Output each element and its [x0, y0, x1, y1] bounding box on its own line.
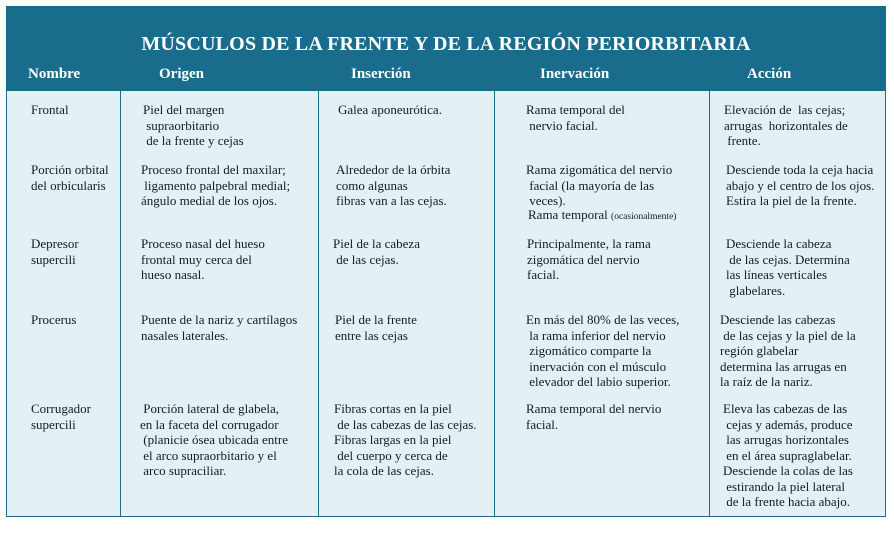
column-divider	[318, 91, 319, 516]
cell-origen: Porción lateral de glabela, en la faceta del corrugador (planicie ósea ubicada entre el arco supraorbitario y el arco supraciliar.	[140, 401, 288, 478]
cell-insercion: Fibras cortas en la piel de las cabezas de las cejas. Fibras largas en la piel del cuerpo y cerca de la cola de las cejas.	[334, 401, 477, 478]
inervacion-note: (ocasionalmente)	[611, 212, 677, 222]
cell-insercion: Galea aponeurótica.	[338, 102, 442, 117]
cell-accion: Desciende la cabeza de las cejas. Determina las líneas verticales glabelares.	[726, 236, 850, 298]
cell-origen: Piel del margen supraorbitario de la frente y cejas	[143, 102, 244, 148]
header-insercion: Inserción	[351, 66, 411, 82]
cell-insercion: Piel de la cabeza de las cejas.	[333, 236, 420, 267]
cell-nombre: Corrugador supercili	[31, 401, 91, 432]
title-bar	[7, 7, 885, 91]
column-divider	[709, 91, 710, 516]
cell-accion: Desciende las cabezas de las cejas y la piel de la región glabelar determina las arrugas en la raíz de la nariz.	[720, 312, 856, 389]
cell-accion: Elevación de las cejas; arrugas horizontales de frente.	[724, 102, 848, 148]
muscle-table	[6, 6, 886, 517]
cell-inervacion: Rama temporal del nervio facial.	[526, 102, 625, 133]
header-accion: Acción	[747, 66, 792, 82]
cell-nombre: Depresor supercili	[31, 236, 79, 267]
cell-nombre: Porción orbital del orbicularis	[31, 162, 109, 193]
column-divider	[494, 91, 495, 516]
cell-inervacion-extra	[528, 207, 676, 226]
header-nombre: Nombre	[28, 66, 81, 82]
column-divider	[120, 91, 121, 516]
cell-insercion: Piel de la frente entre las cejas	[335, 312, 417, 343]
cell-origen: Proceso frontal del maxilar; ligamento palpebral medial; ángulo medial de los ojos.	[141, 162, 291, 208]
cell-origen: Proceso nasal del hueso frontal muy cerca del hueso nasal.	[141, 236, 265, 282]
header-origen: Origen	[159, 66, 204, 82]
table-title: MÚSCULOS DE LA FRENTE Y DE LA REGIÓN PERIORBITARIA	[141, 33, 751, 55]
cell-inervacion: Rama temporal del nervio facial.	[526, 401, 662, 432]
cell-accion: Desciende toda la ceja hacia abajo y el centro de los ojos. Estira la piel de la frente.	[726, 162, 875, 208]
cell-origen: Puente de la nariz y cartílagos nasales laterales.	[141, 312, 298, 343]
cell-nombre: Procerus	[31, 312, 77, 327]
cell-nombre: Frontal	[31, 102, 69, 117]
cell-inervacion: Rama zigomática del nervio facial (la mayoría de las veces).	[526, 162, 673, 208]
inervacion-extra-text: Rama temporal	[528, 207, 608, 222]
cell-inervacion: En más del 80% de las veces, la rama inferior del nervio zigomático comparte la inervación con el músculo elevador del labio superior.	[526, 312, 680, 389]
cell-inervacion: Principalmente, la rama zigomática del nervio facial.	[527, 236, 651, 282]
cell-insercion: Alrededor de la órbita como algunas fibras van a las cejas.	[336, 162, 451, 208]
header-inervacion: Inervación	[540, 66, 610, 82]
cell-accion: Eleva las cabezas de las cejas y además, produce las arrugas horizontales en el área supraglabelar. Desciende la colas de las estirando la piel lateral de la frente hacia abajo.	[723, 401, 853, 509]
